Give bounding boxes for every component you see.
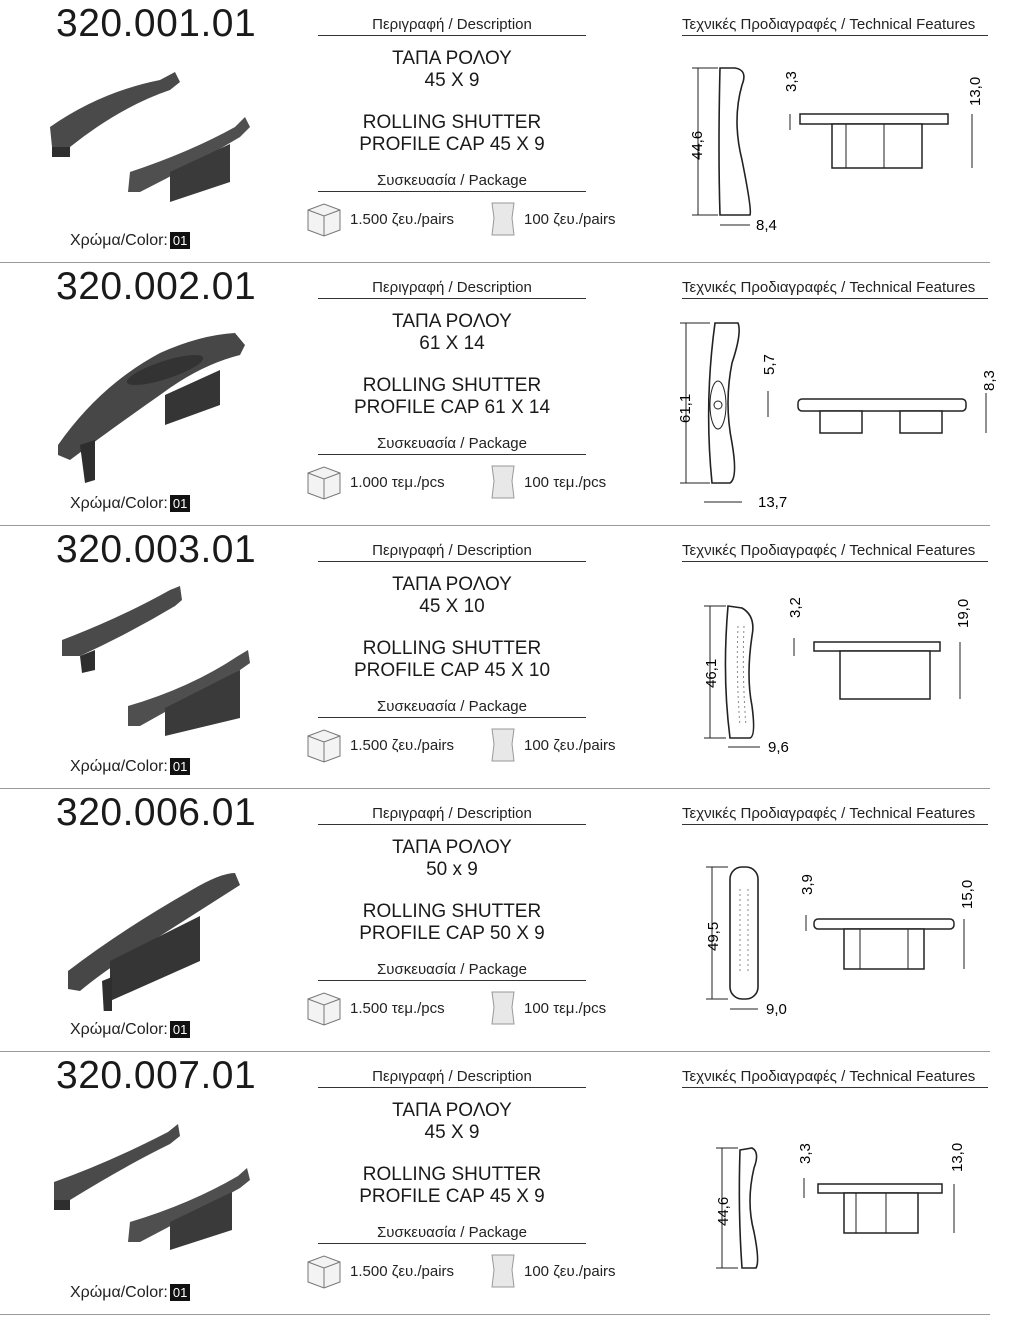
title-gr: ΤΑΠΑ ΡΟΛΟΥ	[392, 311, 512, 332]
product-code: 320.002.01	[56, 265, 257, 308]
product-image-single	[40, 315, 270, 485]
technical-header: Τεχνικές Προδιαγραφές / Technical Features	[682, 279, 988, 299]
package-header: Συσκευασία / Package	[318, 1224, 586, 1244]
color-text: Χρώμα/Color:	[70, 232, 168, 249]
package-header: Συσκευασία / Package	[318, 698, 586, 718]
dim-width: 9,0	[766, 1001, 787, 1018]
package-bag	[488, 200, 616, 238]
product-code: 320.006.01	[56, 791, 257, 834]
color-badge: 01	[170, 758, 190, 775]
dim-depth: 15,0	[959, 879, 976, 909]
product-image-pair	[40, 52, 270, 222]
product-row	[0, 526, 1034, 789]
technical-drawing	[660, 313, 1000, 513]
package-header: Συσκευασία / Package	[318, 435, 586, 455]
technical-drawing	[660, 1102, 1000, 1302]
size-en: PROFILE CAP 61 X 14	[353, 397, 551, 418]
description-header: Περιγραφή / Description	[318, 805, 586, 825]
product-image-single	[40, 841, 270, 1011]
dim-top: 3,3	[783, 71, 800, 92]
package-bag-text: 100 τεμ./pcs	[524, 999, 607, 1017]
title-en: ROLLING SHUTTER	[362, 1164, 542, 1185]
size-en: PROFILE CAP 45 X 9	[359, 1186, 545, 1207]
package-box-text: 1.500 τεμ./pcs	[350, 999, 445, 1017]
dim-width: 8,4	[756, 217, 777, 234]
title-gr: ΤΑΠΑ ΡΟΛΟΥ	[392, 837, 512, 858]
product-code: 320.007.01	[56, 1054, 257, 1097]
description-header: Περιγραφή / Description	[318, 16, 586, 36]
color-text: Χρώμα/Color:	[70, 1284, 168, 1301]
technical-header: Τεχνικές Προδιαγραφές / Technical Features	[682, 805, 988, 825]
dim-top: 5,7	[761, 354, 778, 375]
title-en: ROLLING SHUTTER	[362, 901, 542, 922]
bag-icon	[488, 726, 518, 764]
title-gr: ΤΑΠΑ ΡΟΛΟΥ	[392, 48, 512, 69]
dim-top: 3,9	[799, 874, 816, 895]
dim-width: 9,6	[768, 739, 789, 756]
product-code: 320.003.01	[56, 528, 257, 571]
color-label	[70, 1021, 190, 1039]
box-icon	[304, 726, 344, 764]
box-icon	[304, 200, 344, 238]
description-header: Περιγραφή / Description	[318, 279, 586, 299]
dim-top: 3,3	[797, 1143, 814, 1164]
package-header: Συσκευασία / Package	[318, 172, 586, 192]
package-box	[304, 1252, 454, 1290]
package-bag-text: 100 ζευ./pairs	[524, 736, 616, 754]
product-code: 320.001.01	[56, 2, 257, 45]
package-box	[304, 989, 445, 1027]
color-label	[70, 232, 190, 250]
package-box	[304, 463, 445, 501]
package-box-text: 1.500 ζευ./pairs	[350, 736, 455, 754]
title-en: ROLLING SHUTTER	[362, 638, 542, 659]
technical-header: Τεχνικές Προδιαγραφές / Technical Features	[682, 16, 988, 36]
product-image-pair	[40, 578, 270, 748]
dim-depth: 8,3	[981, 370, 998, 391]
box-icon	[304, 1252, 344, 1290]
color-badge: 01	[170, 1021, 190, 1038]
technical-drawing	[660, 576, 1000, 776]
size-gr: 50 x 9	[426, 859, 478, 880]
dim-depth: 19,0	[955, 598, 972, 628]
dim-height: 49,5	[705, 921, 722, 951]
title-en: ROLLING SHUTTER	[362, 112, 542, 133]
package-bag	[488, 726, 616, 764]
size-en: PROFILE CAP 50 X 9	[359, 923, 545, 944]
dim-depth: 13,0	[949, 1142, 966, 1172]
size-en: PROFILE CAP 45 X 10	[353, 660, 551, 681]
title-gr: ΤΑΠΑ ΡΟΛΟΥ	[392, 1100, 512, 1121]
dim-height: 44,6	[715, 1196, 732, 1226]
package-box-text: 1.500 ζευ./pairs	[350, 210, 455, 228]
color-label	[70, 1284, 190, 1302]
package-bag	[488, 1252, 616, 1290]
dim-width: 13,7	[758, 494, 788, 511]
product-row	[0, 0, 1034, 263]
title-en: ROLLING SHUTTER	[362, 375, 542, 396]
color-text: Χρώμα/Color:	[70, 495, 168, 512]
technical-drawing	[660, 839, 1000, 1039]
bag-icon	[488, 989, 518, 1027]
product-row	[0, 263, 1034, 526]
size-gr: 61 X 14	[419, 333, 485, 354]
package-header: Συσκευασία / Package	[318, 961, 586, 981]
package-box-text: 1.500 ζευ./pairs	[350, 1262, 455, 1280]
package-bag-text: 100 ζευ./pairs	[524, 1262, 616, 1280]
package-bag-text: 100 ζευ./pairs	[524, 210, 616, 228]
row-divider	[0, 1314, 990, 1315]
description-header: Περιγραφή / Description	[318, 1068, 586, 1088]
color-text: Χρώμα/Color:	[70, 1021, 168, 1038]
size-en: PROFILE CAP 45 X 9	[359, 134, 545, 155]
bag-icon	[488, 1252, 518, 1290]
dim-height: 44,6	[689, 130, 706, 160]
color-badge: 01	[170, 232, 190, 249]
bag-icon	[488, 200, 518, 238]
box-icon	[304, 989, 344, 1027]
dim-top: 3,2	[787, 597, 804, 618]
package-box	[304, 726, 454, 764]
technical-header: Τεχνικές Προδιαγραφές / Technical Features	[682, 542, 988, 562]
product-image-pair	[40, 1104, 270, 1274]
color-text: Χρώμα/Color:	[70, 758, 168, 775]
title-gr: ΤΑΠΑ ΡΟΛΟΥ	[392, 574, 512, 595]
dim-height: 46,1	[703, 658, 720, 688]
product-row	[0, 1052, 1034, 1315]
dim-height: 61,1	[677, 393, 694, 423]
color-badge: 01	[170, 495, 190, 512]
bag-icon	[488, 463, 518, 501]
technical-header: Τεχνικές Προδιαγραφές / Technical Features	[682, 1068, 988, 1088]
size-gr: 45 X 9	[424, 1122, 480, 1143]
package-box	[304, 200, 454, 238]
description-header: Περιγραφή / Description	[318, 542, 586, 562]
color-badge: 01	[170, 1284, 190, 1301]
color-label	[70, 495, 190, 513]
box-icon	[304, 463, 344, 501]
color-label	[70, 758, 190, 776]
package-bag-text: 100 τεμ./pcs	[524, 473, 607, 491]
dim-depth: 13,0	[967, 76, 984, 106]
size-gr: 45 X 10	[419, 596, 485, 617]
package-bag	[488, 463, 606, 501]
technical-drawing	[660, 50, 1000, 250]
package-box-text: 1.000 τεμ./pcs	[350, 473, 445, 491]
product-row	[0, 789, 1034, 1052]
size-gr: 45 X 9	[424, 70, 480, 91]
package-bag	[488, 989, 606, 1027]
